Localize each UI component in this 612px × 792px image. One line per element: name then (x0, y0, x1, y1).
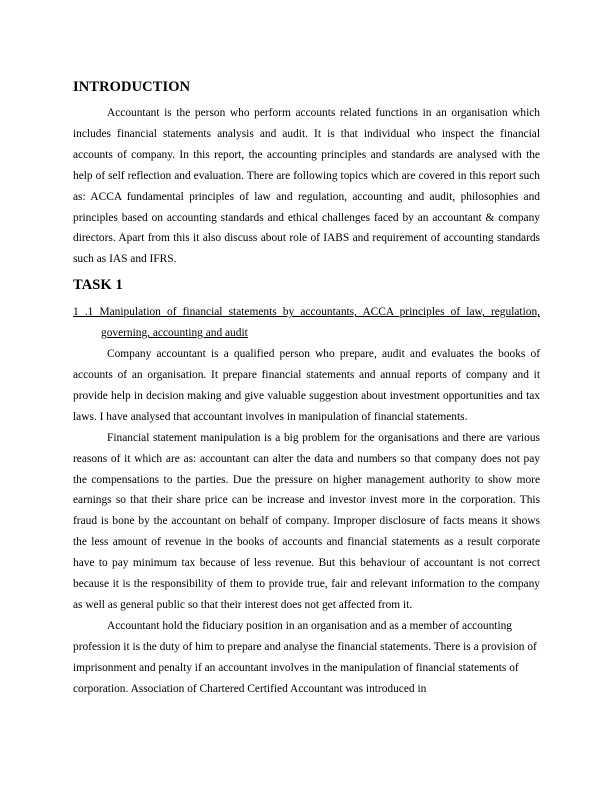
body-paragraph-1: Company accountant is a qualified person who prepare, audit and evaluates the books of accounts of an organisation. It prepare financial statements and annual reports of company and it provide help in decision making and give valuable suggestion about investment opportunities and tax laws. I have analysed that accountant involves in manipulation of financial statements. (73, 348, 540, 423)
body-paragraph-2: Financial statement manipulation is a big problem for the organisations and there are various reasons of it which are as: accountant can alter the data and numbers so that company does not pay the compensations to the parties. Due the pressure on higher management authority to show more earnings so that their share price can be increase and investor invest more in the corporation. This fraud is bone by the accountant on behalf of company. Improper disclosure of facts means it shows the less amount of revenue in the books of accounts and financial statements as a result corporate have to pay minimum tax because of less revenue. But this behaviour of accountant is not correct because it is the responsibility of them to provide true, fair and relevant information to the company as well as general public so that their interest does not get affected from it. (73, 431, 540, 611)
document-page (73, 78, 540, 699)
introduction-heading: INTRODUCTION (73, 79, 191, 95)
task-1-heading: TASK 1 (73, 277, 123, 294)
introduction-paragraph: Accountant is the person who perform accounts related functions in an organisation which includes financial statements analysis and audit. It is that individual who inspect the financial accounts of company. In this report, the accounting principles and standards are analysed with the help of self reflection and evaluation. There are following topics which are covered in this report such as: ACCA fundamental principles of law and regulation, accounting and audit, philosophies and principles based on accounting standards and ethical challenges faced by an accountant & company directors. Apart from this it also discuss about role of IABS and requirement of accounting standards such as IAS and IFRS. (73, 107, 540, 266)
body-paragraph-3: Accountant hold the fiduciary position in an organisation and as a member of accounting profession it is the duty of him to prepare and analyse the financial statements. There is a provision of imprisonment and penalty if an accountant involves in the manipulation of financial statements of corporation. Association of Chartered Certified Accountant was introduced in (73, 619, 537, 695)
section-1-1-subheading: 1 .1 Manipulation of financial statements by accountants, ACCA principles of law, regulation, governing, accounting and audit (73, 306, 540, 340)
